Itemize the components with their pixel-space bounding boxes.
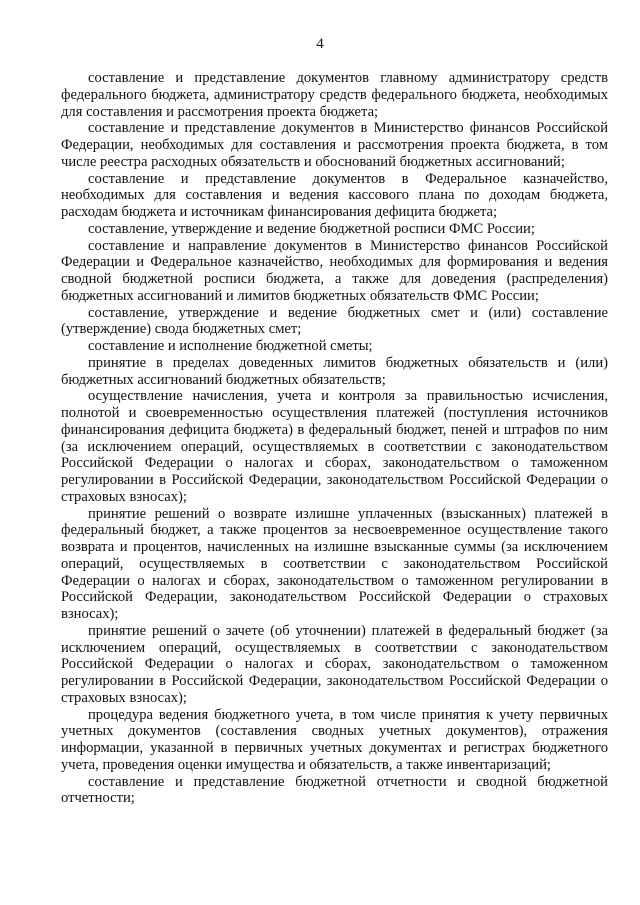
paragraph: составление и исполнение бюджетной сметы; bbox=[88, 338, 373, 354]
paragraph: составление и представление документов в Министерство финансов Российской Федерации, необходимых для составления и рассмотрения проекта бюджета, в том числе реестра расходных обязательств и обоснований бюджетных ассигнований; bbox=[61, 120, 608, 170]
document-body bbox=[61, 70, 608, 807]
paragraph: составление, утверждение и ведение бюджетной росписи ФМС России; bbox=[88, 220, 535, 237]
page-number: 4 bbox=[316, 36, 324, 52]
paragraph: принятие решений о зачете (об уточнении) платежей в федеральный бюджет (за исключением операций, осуществляемых в соответствии с законодательством Российской Федерации о налогах и сборах, законодательством о таможенном регулировании в Российской Федерации, законодательством Российской Федерации о страховых взносах); bbox=[61, 622, 608, 706]
paragraph: составление, утверждение и ведение бюджетных смет и (или) составление (утверждение) свода бюджетных смет; bbox=[61, 304, 608, 338]
paragraph: принятие решений о возврате излишне уплаченных (взысканных) платежей в федеральный бюджет, а также процентов за несвоевременное осуществление такого возврата и процентов, начисленных на излишне взысканные суммы (за исключением операций, осуществляемых в соответствии с законодательством Российской Федерации о налогах и сборах, законодательством о таможенном регулировании в Российской Федерации, законодательством Российской Федерации о страховых взносах); bbox=[61, 505, 608, 622]
paragraph: составление и представление документов в Федеральное казначейство, необходимых для составления и ведения кассового плана по доходам бюджета, расходам бюджета и источникам финансирования дефицита бюджета; bbox=[61, 170, 608, 220]
paragraph: составление и направление документов в Министерство финансов Российской Федерации и Федеральное казначейство, необходимых для формирования и ведения сводной бюджетной росписи бюджета, а также для доведения (распределения) бюджетных ассигнований и лимитов бюджетных обязательств ФМС России; bbox=[61, 237, 608, 304]
paragraph: процедура ведения бюджетного учета, в том числе принятия к учету первичных учетных документов (составления сводных учетных документов), отражения информации, указанной в первичных учетных документах и регистрах бюджетного учета, проведения оценки имущества и обязательств, а также инвентаризаций; bbox=[61, 706, 608, 773]
paragraph: составление и представление документов главному администратору средств федерального бюджета, администратору средств федерального бюджета, необходимых для составления и рассмотрения проекта бюджета; bbox=[61, 70, 608, 120]
paragraph: принятие в пределах доведенных лимитов бюджетных обязательств и (или) бюджетных ассигнований бюджетных обязательств; bbox=[61, 354, 608, 388]
paragraph: осуществление начисления, учета и контроля за правильностью исчисления, полнотой и своевременностью осуществления платежей (поступления источников финансирования дефицита бюджета) в федеральный бюджет, пеней и штрафов по ним (за исключением операций, осуществляемых в соответствии с законодательством Российской Федерации о налогах и сборах, законодательством о таможенном регулировании в Российской Федерации, законодательством Российской Федерации о страховых взносах); bbox=[61, 388, 608, 505]
paragraph: составление и представление бюджетной отчетности и сводной бюджетной отчетности; bbox=[61, 773, 608, 807]
